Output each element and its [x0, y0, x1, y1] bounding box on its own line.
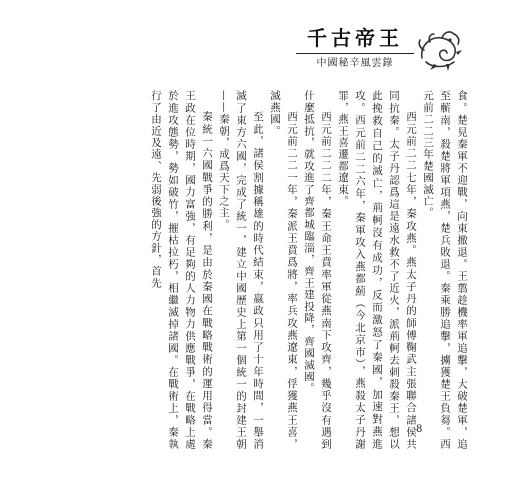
paragraph-4: 西元前二二一年，秦派王賁爲將，率兵攻燕遼東，俘獲燕王喜，滅燕國。: [269, 90, 298, 450]
book-title: 千古帝王: [307, 26, 403, 50]
paragraph-1: 食。楚見秦軍不迎戰，向東撤退。王翦趁機率軍追擊，大破楚軍，追至蘄南，殺楚將軍項燕，楚兵敗退。秦乘勝追擊，擄獲楚王負芻。西元前二二三年楚國滅亡。: [422, 90, 468, 450]
paragraph-6: 秦統一六國戰爭的勝利，是由於秦國在戰略戰術的運用得當。秦王政在位時期，國力富強，有足夠的人力物力供應戰爭，在戰略上處於進攻態勢，勢如破竹，摧枯拉朽，相繼滅掉諸國。在戰術上，秦執行了由近及遠、先弱後強的方針，首先: [150, 90, 213, 450]
paragraph-3: 西元前二二二年，秦王命王賁率軍從燕南下攻齊，幾乎沒有遇到什麼抵抗，就攻進了齊都城臨淄，齊王建投降，齊國滅國。: [303, 90, 332, 450]
page-header: [296, 26, 468, 76]
page-number: 8: [416, 424, 423, 435]
vertical-body-text: [150, 90, 470, 450]
paragraph-5: 至此，諸侯割據稱雄的時代結束，嬴政只用了十年時間，一舉消滅了東方六國，完成了統一，建立中國歷史上第一個統一的封建王朝——秦朝，成爲天下之主。: [218, 90, 264, 450]
book-subtitle: 中國秘辛風雲錄: [316, 58, 394, 69]
paragraph-2: 西元前二二七年，秦攻燕。燕太子丹的師傅鞠武主張聯合諸侯共同抗秦。太子丹認爲這是遠水救不了近火，派荊軻去刺殺秦王，想以此挽救自己的滅亡，荊軻沒有成功，反而激怒了秦國，加速對燕進攻。西元前二二六年，秦軍攻入燕都薊（今北京市），燕殺太子丹謝罪，燕王喜遷都遼東。: [337, 90, 417, 450]
title-divider: [296, 53, 414, 54]
dragon-emblem-icon: [416, 28, 464, 72]
